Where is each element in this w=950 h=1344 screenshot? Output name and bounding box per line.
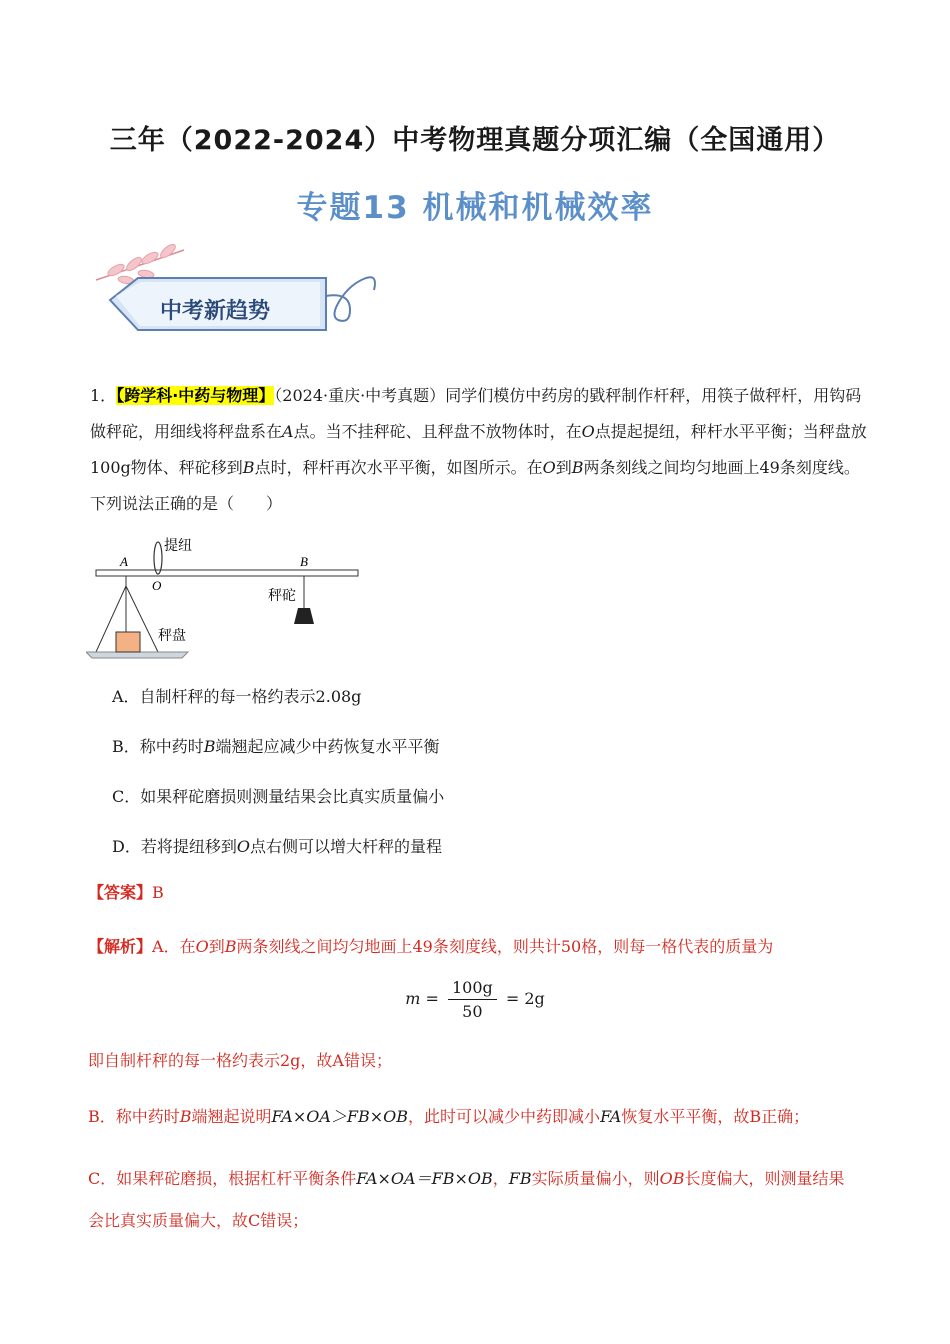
section-banner-label: 中考新趋势 [160,299,271,324]
formula-fraction: $\frac{100g}{50}$ [448,978,497,1021]
scale-pan [86,652,188,658]
option-d[interactable]: D．若将提纽移到O点右侧可以增大杆秤的量程 [112,837,442,856]
analysis-a: 【解析】A．在O到B两条刻线之间均匀地画上49条刻度线，则共计50格，则每一格代表的质量为 [88,937,774,956]
formula-m: m = $\frac{100g}{50}$ = 2g [405,978,545,1021]
label-weight: 秤砣 [268,588,296,604]
question-tag: 【跨学科·中药与物理】 [116,386,275,405]
analysis-b: B．称中药时B端翘起说明FA×OA＞FB×OB，此时可以减少中药即减小FA恢复水平平衡，故B正确； [88,1107,810,1126]
label-A: A [120,554,128,569]
beam [96,570,358,576]
knob-loop [154,542,162,574]
question-source: （2024·重庆·中考真题） [274,386,446,405]
question-text: 1．【跨学科·中药与物理】（2024·重庆·中考真题）同学们模仿中药房的戥秤制作杆秤，用筷子做秤杆，用钩码做秤砣，用细线将秤盘系在A点。当不挂秤砣、且秤盘不放物体时，在O点提起提纽，秤杆水平平衡；当秤盘放100g物体、秤砣移到B点时，秤杆再次水平平衡，如图所示。在O到B两条刻线之间均匀地画上49条刻度线。下列说法正确的是（ ） [90,386,867,513]
counterweight [294,608,314,624]
answer-label: 【答案】 [88,883,153,902]
label-O: O [152,578,162,593]
analysis-c-line2: 会比真实质量偏大，故C错误； [88,1211,309,1230]
answer-line [88,880,164,903]
formula-inequality: FA×OA＞FB×OB [271,1107,409,1126]
object-box [116,632,140,652]
option-b[interactable]: B．称中药时B端翘起应减少中药恢复水平平衡 [112,737,440,756]
answer-value: B [152,883,164,902]
analysis-label: 【解析】 [88,937,153,956]
label-B: B [300,554,308,569]
main-title: 三年（2022-2024）中考物理真题分项汇编（全国通用） [109,125,841,156]
formula-balance: FA×OA＝FB×OB [356,1169,493,1188]
option-a[interactable]: A．自制杆秤的每一格约表示2.08g [112,687,362,706]
steelyard-figure [86,532,366,664]
question-number: 1． [90,386,117,405]
analysis-a-conclusion: 即自制杆秤的每一格约表示2g，故A错误； [88,1051,392,1070]
topic-title: 专题13 机械和机械效率 [296,190,654,226]
option-c[interactable]: C．如果秤砣磨损则测量结果会比真实质量偏小 [112,787,445,806]
label-knob: 提纽 [164,538,192,554]
label-pan: 秤盘 [158,628,186,644]
analysis-c: C．如果秤砣磨损，根据杠杆平衡条件FA×OA＝FB×OB，FB实际质量偏小，则OB长度偏大，则测量结果 [88,1169,845,1188]
